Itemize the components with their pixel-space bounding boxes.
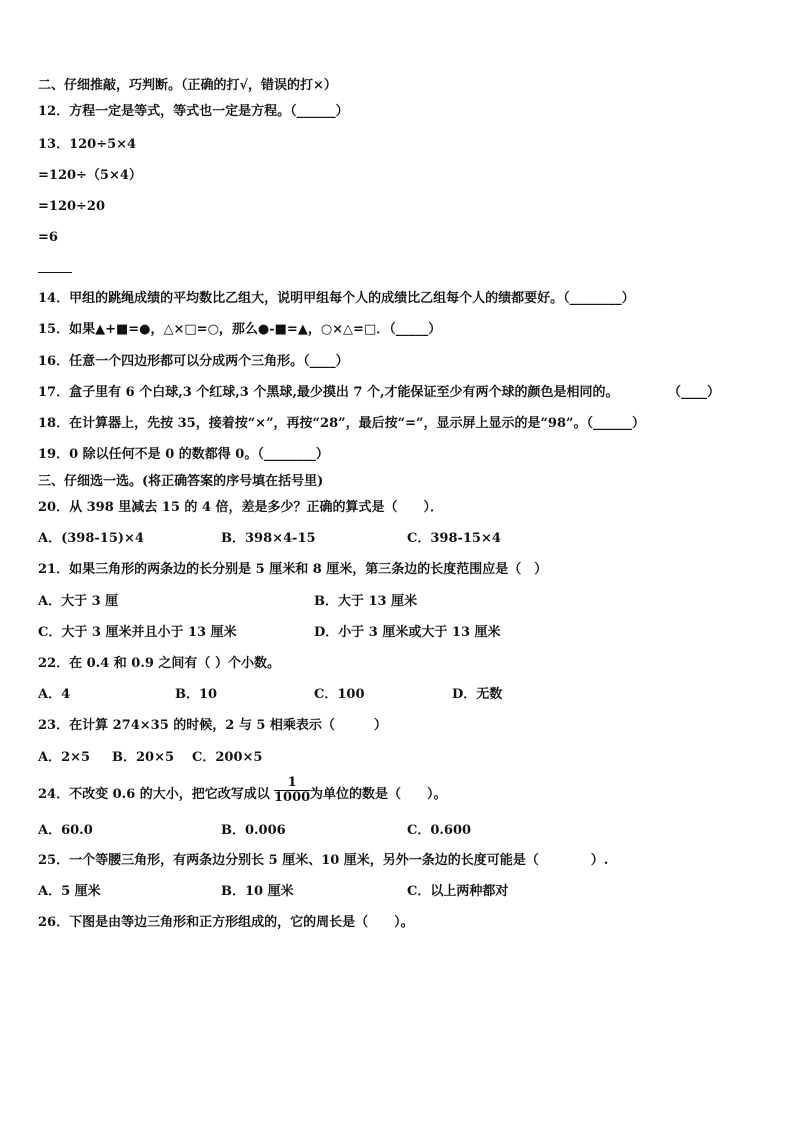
question-20-option-c: C．398-15×4 <box>407 531 501 546</box>
question-13-line-1: 13．120÷5×4 <box>38 137 137 152</box>
question-13-line-3: =120÷20 <box>38 199 106 214</box>
question-13-answer-line <box>38 272 72 273</box>
question-17-blank: （____） <box>668 385 721 400</box>
question-21-option-d: D．小于 3 厘米或大于 13 厘米 <box>314 625 501 640</box>
question-20: 20．从 398 里减去 15 的 4 倍，差是多少？正确的算式是（ ）． <box>38 500 444 515</box>
question-21: 21．如果三角形的两条边的长分别是 5 厘米和 8 厘米，第三条边的长度范围应是（ ） <box>38 562 548 577</box>
question-25-option-c: C．以上两种都对 <box>407 884 509 899</box>
question-20-option-a: A．(398-15)×4 <box>38 531 144 546</box>
question-21-option-b: B．大于 13 厘米 <box>314 594 418 609</box>
question-25: 25．一个等腰三角形，有两条边分别长 5 厘米、10 厘米，另外一条边的长度可能是（ ）. <box>38 853 609 868</box>
question-24-fraction <box>274 776 310 805</box>
question-17: 17．盒子里有 6 个白球,3 个红球,3 个黑球,最少摸出 7 个,才能保证至少有两个球的颜色是相同的。 <box>38 385 619 400</box>
question-16: 16．任意一个四边形都可以分成两个三角形。（____） <box>38 354 349 369</box>
question-24-option-c: C．0.600 <box>407 823 472 838</box>
question-15: 15．如果▲+■=●，△×□=○，那么●-■=▲，○×△=□．（_____） <box>38 322 442 337</box>
question-22-option-a: A．4 <box>38 687 71 702</box>
question-23-option-b: B．20×5 <box>112 750 175 765</box>
question-24-option-a: A．60.0 <box>38 823 93 838</box>
section-3-title: 三、仔细选一选。(将正确答案的序号填在括号里) <box>38 474 324 489</box>
question-12: 12．方程一定是等式，等式也一定是方程。（______） <box>38 104 349 119</box>
question-21-option-c: C．大于 3 厘米并且小于 13 厘米 <box>38 625 237 640</box>
question-24-stem-start: 24．不改变 0.6 的大小，把它改写成以 <box>38 787 270 802</box>
question-23-option-c: C．200×5 <box>192 750 263 765</box>
question-22-option-d: D．无数 <box>452 687 503 702</box>
question-22-option-c: C．100 <box>314 687 365 702</box>
question-23: 23．在计算 274×35 的时候，2 与 5 相乘表示（ ） <box>38 718 387 733</box>
question-24-option-b: B．0.006 <box>221 823 286 838</box>
question-25-option-b: B．10 厘米 <box>221 884 294 899</box>
question-13-line-2: =120÷（5×4） <box>38 168 142 183</box>
question-25-option-a: A．5 厘米 <box>38 884 101 899</box>
question-13-line-4: =6 <box>38 230 58 245</box>
fraction-denominator: 1000 <box>274 790 311 805</box>
question-14: 14．甲组的跳绳成绩的平均数比乙组大，说明甲组每个人的成绩比乙组每个人的绩都要好。（________） <box>38 291 635 306</box>
question-23-option-a: A．2×5 <box>38 750 91 765</box>
question-26: 26．下图是由等边三角形和正方形组成的，它的周长是（ ）。 <box>38 915 414 930</box>
question-18: 18．在计算器上，先按 35，接着按“×”，再按“28”，最后按“=”，显示屏上显示的是“98”。（______） <box>38 416 645 431</box>
question-22: 22．在 0.4 和 0.9 之间有（ ）个小数。 <box>38 656 280 671</box>
fraction-numerator: 1 <box>274 776 310 791</box>
question-13-blank <box>38 256 77 272</box>
question-20-option-b: B．398×4-15 <box>221 531 316 546</box>
question-24-stem-end: 为单位的数是（ ）。 <box>310 787 447 802</box>
question-21-option-a: A．大于 3 厘 <box>38 594 119 609</box>
section-2-title: 二、仔细推敲，巧判断。（正确的打√，错误的打×） <box>38 78 337 93</box>
question-22-option-b: B．10 <box>175 687 218 702</box>
question-19: 19．0 除以任何不是 0 的数都得 0。（________） <box>38 447 329 462</box>
